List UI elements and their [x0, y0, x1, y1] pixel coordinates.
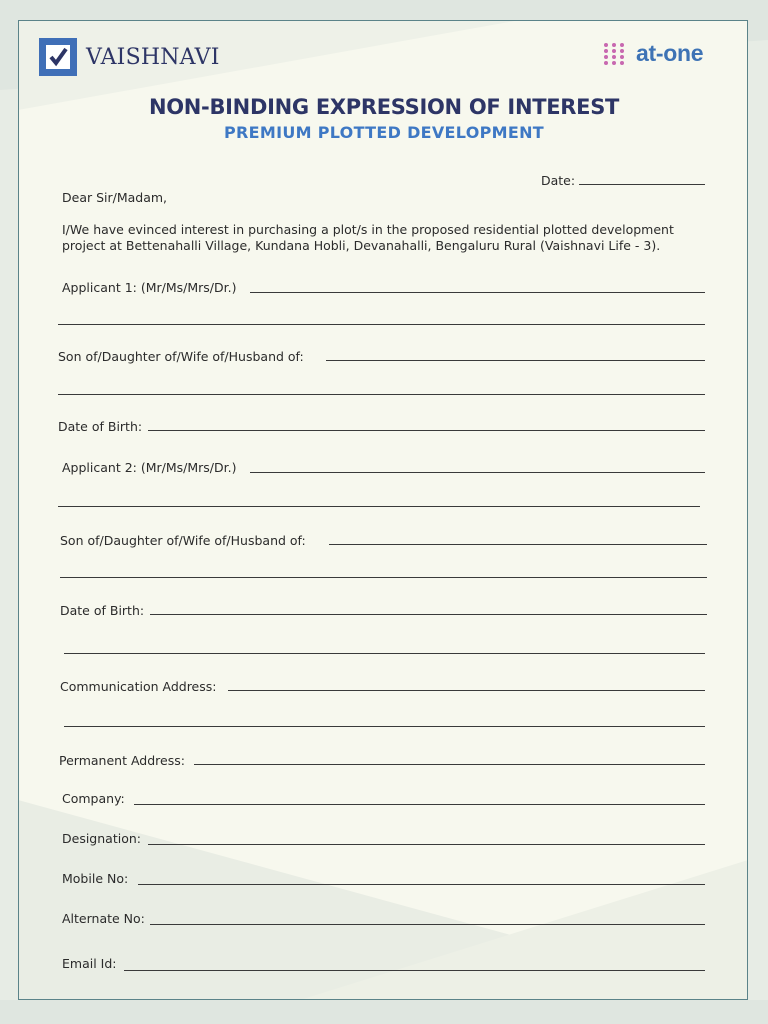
relation2-label: Son of/Daughter of/Wife of/Husband of:: [60, 533, 306, 548]
vaishnavi-wordmark: VAISHNAVI: [86, 44, 220, 70]
form-border: [18, 20, 748, 1000]
perm-address-field[interactable]: [194, 764, 705, 765]
page-subtitle: PREMIUM PLOTTED DEVELOPMENT: [224, 123, 544, 142]
alternate-label: Alternate No:: [62, 911, 145, 926]
date-label: Date:: [541, 173, 576, 188]
dots-icon: [604, 43, 626, 65]
email-field[interactable]: [124, 970, 705, 971]
mobile-label: Mobile No:: [62, 871, 129, 886]
checkmark-icon: [39, 38, 77, 76]
relation1-label: Son of/Daughter of/Wife of/Husband of:: [58, 349, 304, 364]
applicant1-field[interactable]: [250, 292, 705, 293]
email-label: Email Id:: [62, 956, 117, 971]
relation2-field-continued[interactable]: [60, 577, 707, 578]
applicant2-field[interactable]: [250, 472, 705, 473]
perm-address-label: Permanent Address:: [59, 753, 185, 768]
dob1-field[interactable]: [148, 430, 705, 431]
applicant2-label: Applicant 2: (Mr/Ms/Mrs/Dr.): [62, 460, 237, 475]
intro-line-2: project at Bettenahalli Village, Kundana Hobli, Devanahalli, Bengaluru Rural (Vaishnavi Life - 3).: [62, 238, 661, 253]
dob2-label: Date of Birth:: [60, 603, 145, 618]
dob2-field[interactable]: [150, 614, 707, 615]
designation-label: Designation:: [62, 831, 141, 846]
applicant1-field-continued[interactable]: [58, 324, 705, 325]
relation1-field[interactable]: [326, 360, 705, 361]
comm-address-field[interactable]: [228, 690, 705, 691]
comm-address-field-continued[interactable]: [64, 726, 705, 727]
atone-wordmark: at-one: [636, 40, 704, 66]
salutation: Dear Sir/Madam,: [62, 190, 168, 205]
applicant1-label: Applicant 1: (Mr/Ms/Mrs/Dr.): [62, 280, 237, 295]
dob1-label: Date of Birth:: [58, 419, 143, 434]
designation-field[interactable]: [148, 844, 705, 845]
vaishnavi-logo: [39, 38, 220, 76]
atone-logo: [604, 40, 703, 67]
alternate-field[interactable]: [150, 924, 705, 925]
mobile-field[interactable]: [138, 884, 705, 885]
company-label: Company:: [62, 791, 125, 806]
company-field[interactable]: [134, 804, 705, 805]
dob2-field-continued[interactable]: [64, 653, 705, 654]
relation1-field-continued[interactable]: [58, 394, 705, 395]
comm-address-label: Communication Address:: [60, 679, 217, 694]
intro-line-1: I/We have evinced interest in purchasing a plot/s in the proposed residential plotted development: [62, 222, 674, 237]
date-field[interactable]: [579, 184, 705, 185]
relation2-field[interactable]: [329, 544, 707, 545]
page-title: NON-BINDING EXPRESSION OF INTEREST: [148, 95, 620, 119]
applicant2-field-continued[interactable]: [58, 506, 700, 507]
